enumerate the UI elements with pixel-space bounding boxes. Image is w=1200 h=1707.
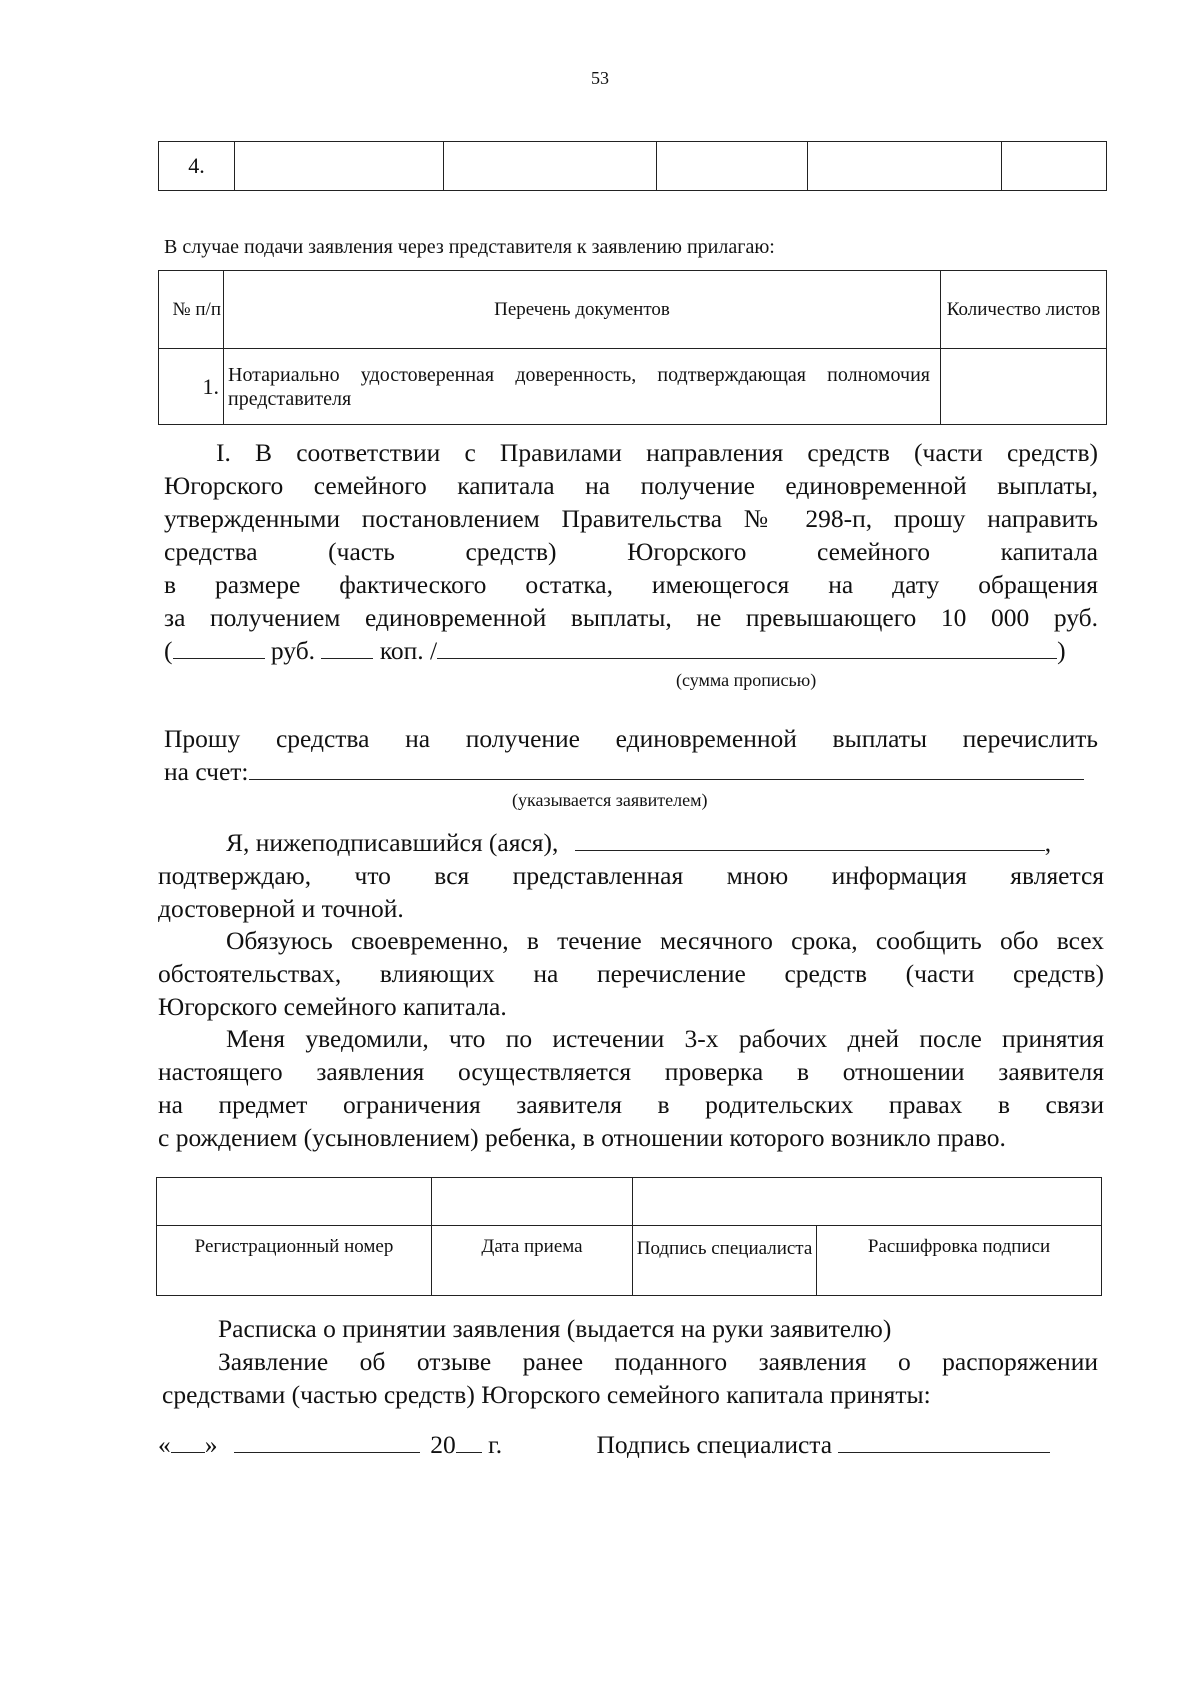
receipt-title: Расписка о принятии заявления (выдается на руки заявителю)	[218, 1314, 892, 1343]
header-title: Перечень документов	[224, 271, 941, 349]
specialist-signature-header: Подпись специалиста	[633, 1226, 817, 1296]
specialist-label: Подпись специалиста	[596, 1430, 833, 1459]
year-suffix: г.	[488, 1430, 503, 1459]
kopecks-blank[interactable]	[321, 634, 373, 659]
section-one-line: Югорского семейного капитала на получение единовременной выплаты,	[164, 471, 1098, 500]
doc-sheets	[941, 349, 1107, 425]
representative-intro: В случае подачи заявления через представителя к заявлению прилагаю:	[164, 236, 775, 258]
rubles-label: руб.	[270, 636, 316, 665]
confirm-line: подтверждаю, что вся представленная мною информация является	[158, 861, 1104, 890]
table-cell	[235, 142, 444, 191]
account-line	[164, 755, 1098, 788]
quote-close: »	[204, 1430, 218, 1459]
rubles-blank[interactable]	[173, 634, 265, 659]
doc-num: 1.	[159, 349, 224, 425]
kopecks-label: коп. /	[379, 636, 438, 665]
table-row	[157, 1178, 1102, 1226]
amount-caption: (сумма прописью)	[676, 670, 817, 690]
table-header-row	[157, 1226, 1102, 1296]
header-sheets: Количество листов	[941, 271, 1107, 349]
receipt-line: Заявление об отзыве ранее поданного заявления о распоряжении	[218, 1347, 1098, 1376]
section-one-line: утвержденными постановлением Правительства № 298-п, прошу направить	[164, 504, 1098, 533]
table-cell	[444, 142, 657, 191]
section-one	[164, 436, 1098, 667]
page-number: 53	[591, 68, 609, 88]
specialist-signature-blank[interactable]	[838, 1428, 1050, 1453]
obligation-line: Югорского семейного капитала.	[158, 992, 507, 1021]
table-cell	[808, 142, 1002, 191]
account-blank[interactable]	[249, 755, 1084, 780]
confirm-line: достоверной и точной.	[158, 894, 404, 923]
applicant-name-blank[interactable]	[575, 826, 1045, 851]
amount-close: )	[1057, 636, 1066, 665]
notice-line: с рождением (усыновлением) ребенка, в отношении которого возникло право.	[158, 1123, 1006, 1152]
table-cell	[1002, 142, 1107, 191]
top-table	[158, 141, 1107, 191]
receipt-block	[162, 1312, 1098, 1411]
section-one-line: средства (часть средств) Югорского семейного капитала	[164, 537, 1098, 566]
reception-date-header: Дата приема	[432, 1226, 633, 1296]
table-cell	[157, 1178, 432, 1226]
month-blank[interactable]	[234, 1428, 420, 1453]
amount-in-words-blank[interactable]	[437, 634, 1057, 659]
obligation-line: обстоятельствах, влияющих на перечисление средств (части средств)	[158, 959, 1104, 988]
section-one-line: в размере фактического остатка, имеющегося на дату обращения	[164, 570, 1098, 599]
obligation-block	[158, 924, 1104, 1023]
table-cell	[657, 142, 808, 191]
signature-decoding-header: Расшифровка подписи	[817, 1226, 1102, 1296]
quote-open: «	[158, 1430, 171, 1459]
applicant-line	[158, 826, 1104, 859]
header-num: № п/п	[159, 271, 224, 349]
notice-line: настоящего заявления осуществляется проверка в отношении заявителя	[158, 1057, 1104, 1086]
account-caption: (указывается заявителем)	[512, 790, 708, 810]
table-row	[159, 349, 1107, 425]
table-row	[159, 142, 1107, 191]
transfer-line: Прошу средства на получение единовременной выплаты перечислить	[164, 724, 1098, 753]
notice-line: Меня уведомили, что по истечении 3-х рабочих дней после принятия	[226, 1024, 1104, 1053]
day-blank[interactable]	[171, 1428, 205, 1453]
receipt-line: средствами (частью средств) Югорского семейного капитала приняты:	[162, 1380, 931, 1409]
table-header-row	[159, 271, 1107, 349]
row-number-cell: 4.	[159, 142, 235, 191]
year-prefix: 20	[430, 1430, 456, 1459]
table-cell	[633, 1178, 1102, 1226]
applicant-comma: ,	[1044, 828, 1052, 857]
section-one-line: I. В соответствии с Правилами направления средств (части средств)	[216, 438, 1098, 467]
table-cell	[432, 1178, 633, 1226]
section-one-line: за получением единовременной выплаты, не превышающего 10 000 руб.	[164, 603, 1098, 632]
reg-number-header: Регистрационный номер	[157, 1226, 432, 1296]
amount-line	[164, 634, 1098, 667]
transfer-block	[164, 722, 1098, 788]
amount-open: (	[164, 636, 173, 665]
obligation-line: Обязуюсь своевременно, в течение месячного срока, сообщить обо всех	[226, 926, 1104, 955]
doc-title: Нотариально удостоверенная доверенность, подтверждающая полномочия представителя	[224, 349, 941, 425]
documents-table	[158, 270, 1107, 425]
confirm-block	[158, 826, 1104, 925]
notice-line: на предмет ограничения заявителя в родительских правах в связи	[158, 1090, 1104, 1119]
account-label: на счет:	[164, 757, 249, 786]
year-blank[interactable]	[456, 1428, 482, 1453]
applicant-label: Я, нижеподписавшийся (аяся),	[226, 828, 559, 857]
notice-block	[158, 1022, 1104, 1154]
date-signature-line	[158, 1428, 1098, 1461]
registration-table	[156, 1177, 1102, 1296]
